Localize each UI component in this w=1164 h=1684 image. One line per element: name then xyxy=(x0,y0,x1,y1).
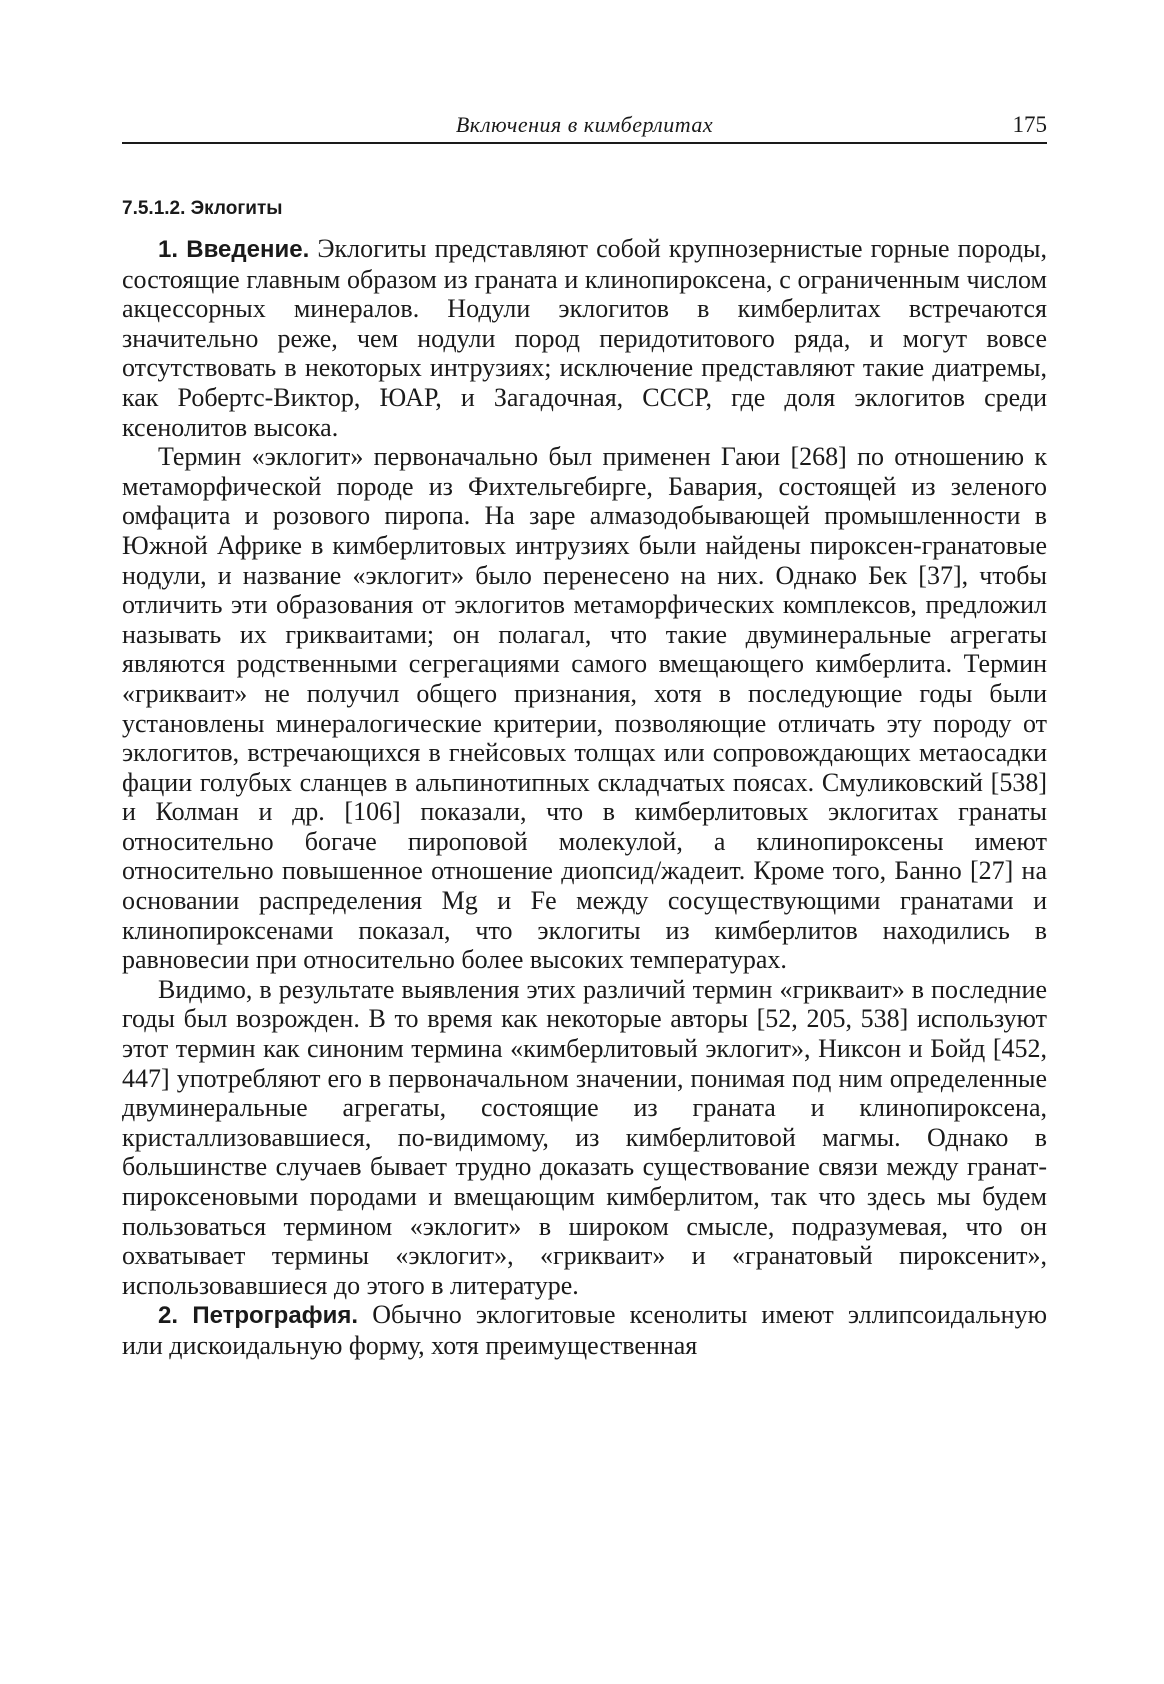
running-header xyxy=(122,112,1047,144)
paragraph-griquaite xyxy=(122,975,1047,1301)
paragraph-heading-introduction: 1. Введение. xyxy=(158,236,310,263)
paragraph-heading-petrography: 2. Петрография. xyxy=(158,1302,359,1330)
running-title: Включения в кимберлитах xyxy=(455,112,714,137)
paragraph-text: Обычно эклогитовые ксенолиты имеют эллипсоидальную или дискоидальную форму, хотя преимущественная xyxy=(122,1300,1047,1360)
paragraph-petrography xyxy=(122,1300,1047,1360)
paragraph-text: Термин «эклогит» первоначально был применен Гаюи [268] по отношению к метаморфической породе из Фихтельгебирге, Бавария, состоящей из зеленого омфацита и розового пиропа. На заре алмазодобывающей промышленности в Южной Африке в кимберлитовых интрузиях были найдены пироксен-гранатовые нодули, и название «эклогит» было перенесено на них. Однако Бек [37], чтобы отличить эти образования от эклогитов метаморфических комплексов, предложил называть их гриквaитами; он полагал, что такие двуминеральные агрегаты являются родственными сегрегациями самого вмещающего кимберлита. Термин «гриквaит» не получил общего признания, хотя в последующие годы были установлены минералогические критерии, позволяющие отличать эту породу от эклогитов, встречающихся в гнейсовых толщах или сопровождающих метаосадки фации голубых сланцев в альпинотипных складчатых поясах. Смуликовский [538] и Колман и др. [106] показали, что в кимберлитовых эклогитах гранаты относительно богаче пироповой молекулой, а клинопироксены имеют относительно повышенное отношение диопсид/жадеит. Кроме того, Банно [27] на основании распределения Mg и Fe между сосуществующими гранатами и клинопироксенами показал, что эклогиты из кимберлитов находились в равновесии при относительно более высоких температурах. xyxy=(122,442,1047,975)
paragraph-text: Видимо, в результате выявления этих различий термин «гриквaит» в последние годы был возрожден. В то время как некоторые авторы [52, 205, 538] используют этот термин как синоним термина «кимберлитовый эклогит», Никсон и Бойд [452, 447] употребляют его в первоначальном значении, понимая под ним определенные двуминеральные агрегаты, состоящие из граната и клинопироксена, кристаллизовавшиеся, по-видимому, из кимберлитовой магмы. Однако в большинстве случаев бывает трудно доказать существование связи между гранат-пироксеновыми породами и вмещающим кимберлитом, так что здесь мы будем пользоваться термином «эклогит» в широком смысле, подразумевая, что он охватывает термины «эклогит», «гриквaит» и «гранатовый пироксенит», использовавшиеся до этого в литературе. xyxy=(122,974,1047,1300)
paragraph-introduction xyxy=(122,234,1047,442)
book-page xyxy=(122,112,1047,1361)
section-heading: 7.5.1.2. Эклогиты xyxy=(122,198,283,219)
paragraph-eclogite-term xyxy=(122,442,1047,975)
page-number: 175 xyxy=(1012,112,1047,137)
paragraph-text: Эклогиты представляют собой крупнозернистые горные породы, состоящие главным образом из граната и клинопироксена, с ограниченным числом акцессорных минералов. Нодули эклогитов в кимберлитах встречаются значительно реже, чем нодули пород перидотитового ряда, и могут вовсе отсутствовать в некоторых интрузиях; исключение представляют такие диатремы, как Робертс-Виктор, ЮАР, и Загадочная, СССР, где доля эклогитов среди ксенолитов высока. xyxy=(122,234,1047,442)
